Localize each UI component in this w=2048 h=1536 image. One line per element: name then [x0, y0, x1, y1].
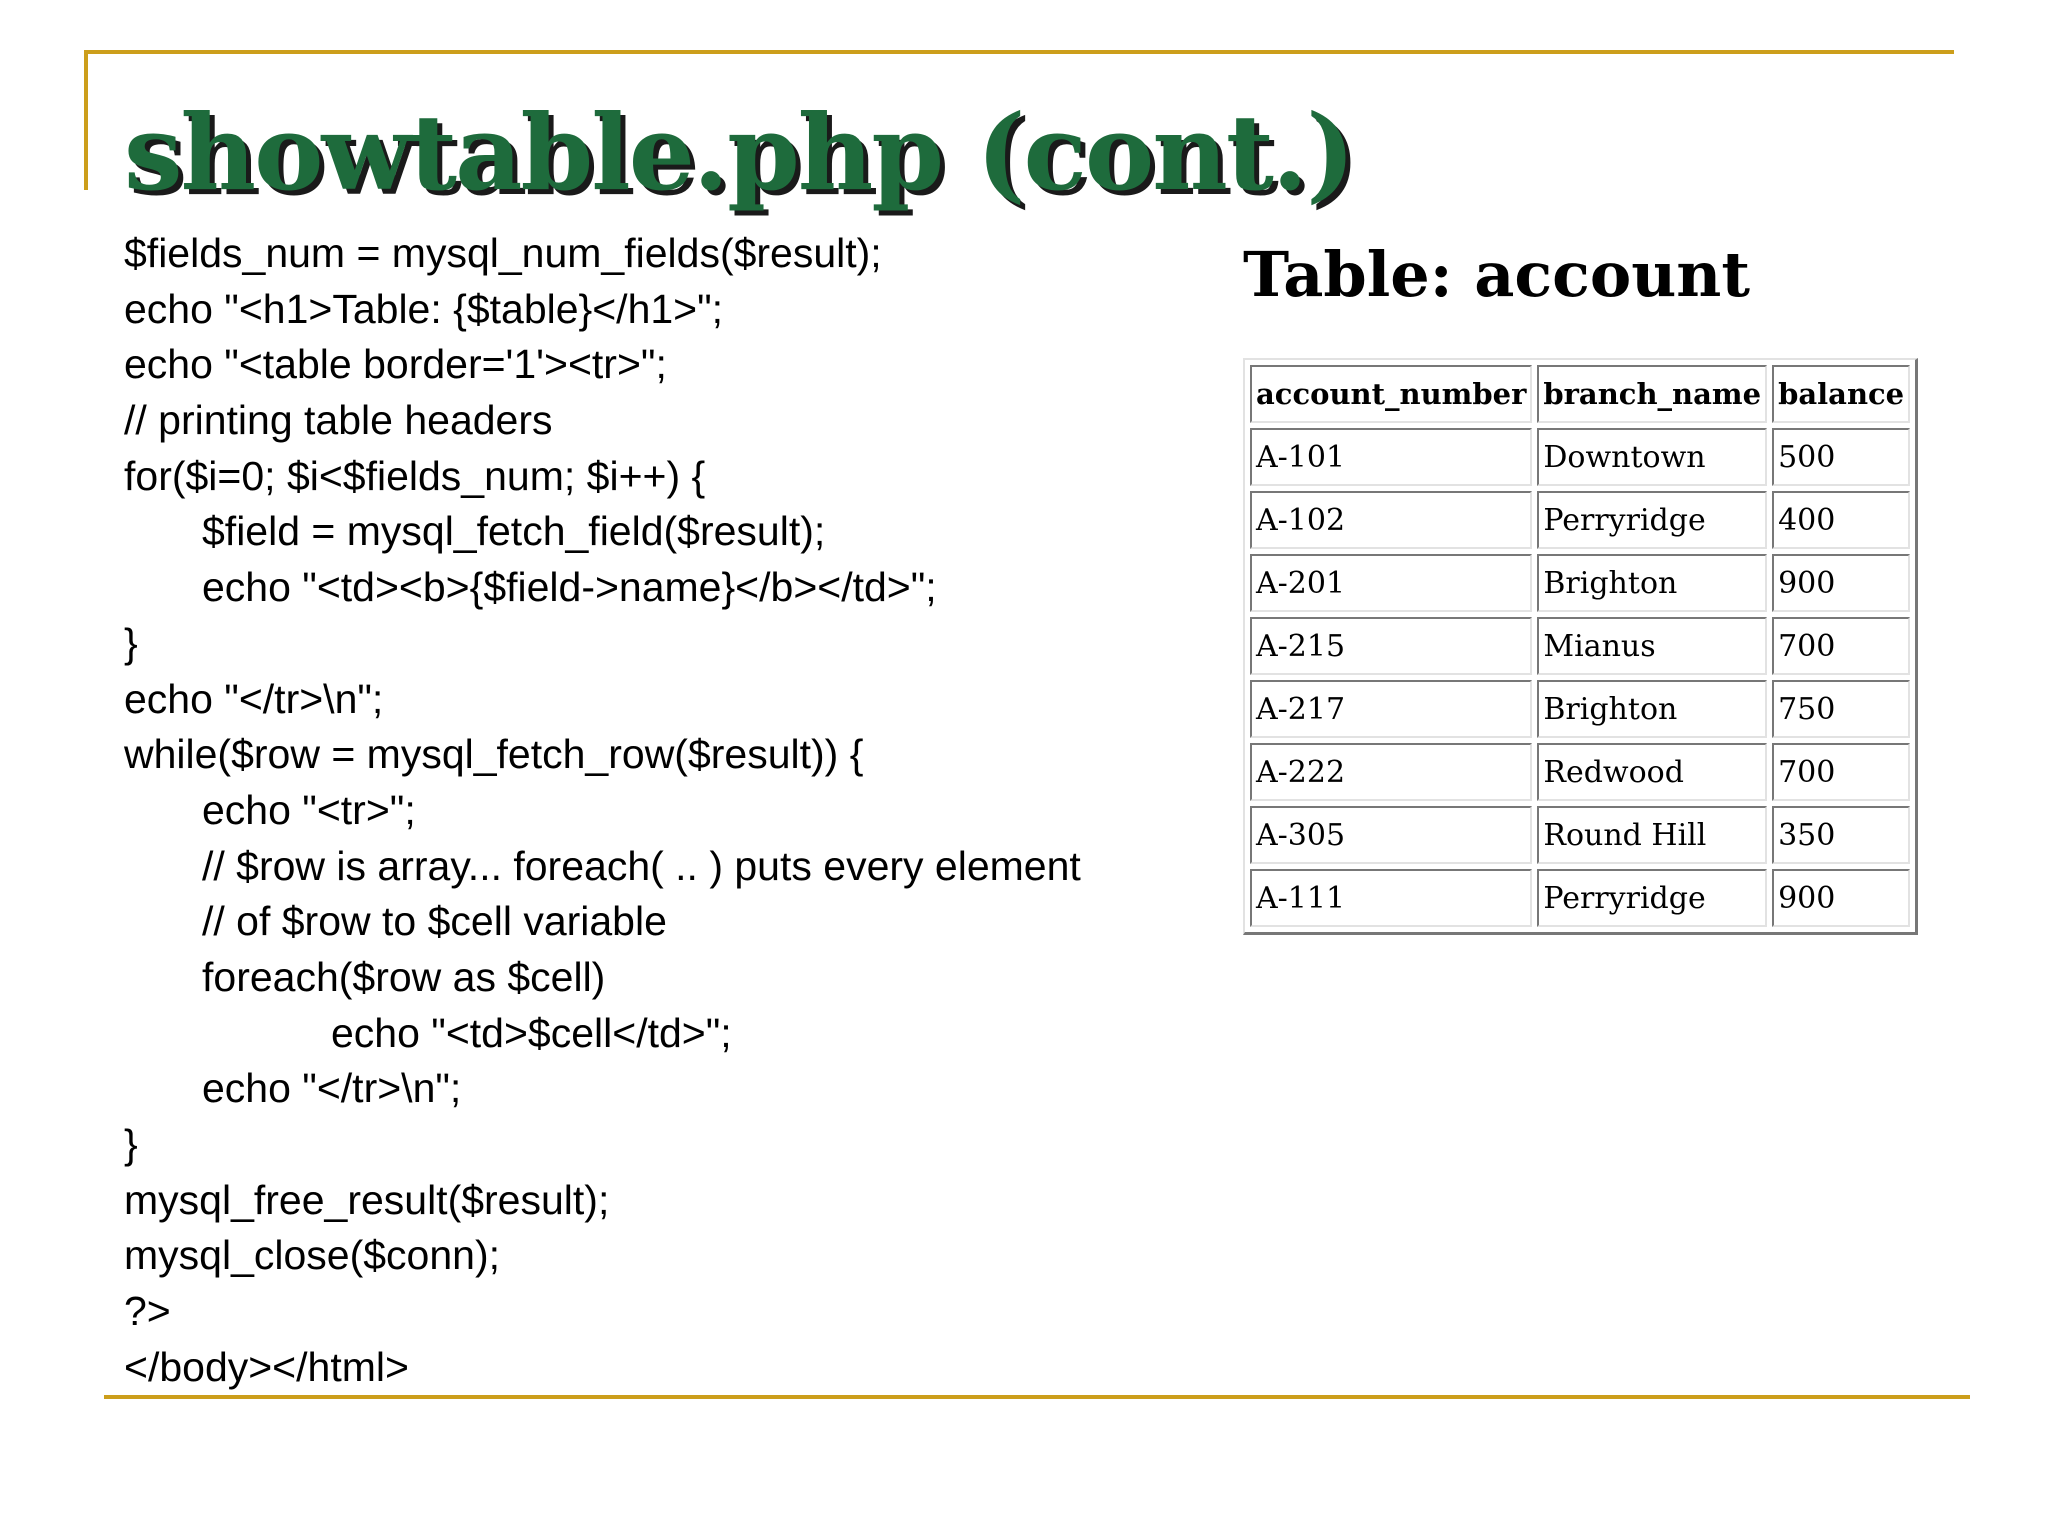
table-row — [1250, 743, 1910, 801]
code-line: // $row is array... foreach( .. ) puts every element — [202, 842, 1081, 889]
code-line: } — [124, 1121, 138, 1167]
code-line: // of $row to $cell variable — [202, 898, 667, 945]
column-header-balance: balance — [1772, 365, 1910, 423]
code-block — [124, 226, 1081, 1395]
balance-cell: 500 — [1772, 428, 1910, 486]
account-table — [1243, 358, 1918, 935]
branch-name-cell: Downtown — [1537, 428, 1767, 486]
top-rule — [84, 50, 1954, 54]
code-line: mysql_free_result($result); — [124, 1176, 610, 1223]
account-number-cell: A-111 — [1250, 869, 1532, 927]
branch-name-cell: Brighton — [1537, 554, 1767, 612]
code-line: echo "<table border='1'><tr>"; — [124, 341, 667, 388]
account-number-cell: A-101 — [1250, 428, 1532, 486]
code-line: $field = mysql_fetch_field($result); — [202, 508, 826, 555]
code-line: mysql_close($conn); — [124, 1232, 500, 1279]
code-line: } — [124, 619, 138, 666]
account-number-cell: A-217 — [1250, 680, 1532, 738]
code-line: $fields_num = mysql_num_fields($result); — [124, 230, 882, 276]
code-line: echo "<tr>"; — [202, 786, 416, 833]
column-header-branch-name: branch_name — [1537, 365, 1767, 423]
table-row — [1250, 680, 1910, 738]
code-line: while($row = mysql_fetch_row($result)) { — [124, 731, 864, 778]
branch-name-cell: Round Hill — [1537, 806, 1767, 864]
account-number-cell: A-222 — [1250, 743, 1532, 801]
table-row — [1250, 428, 1910, 486]
table-row — [1250, 491, 1910, 549]
table-row — [1250, 869, 1910, 927]
balance-cell: 350 — [1772, 806, 1910, 864]
balance-cell: 750 — [1772, 680, 1910, 738]
code-line: echo "<td><b>{$field->name}</b></td>"; — [202, 564, 937, 611]
column-header-account-number: account_number — [1250, 365, 1532, 423]
code-line: echo "<h1>Table: {$table}</h1>"; — [124, 285, 724, 332]
code-line: echo "<td>$cell</td>"; — [331, 1009, 732, 1056]
code-line: echo "</tr>\n"; — [202, 1065, 462, 1112]
table-row — [1250, 554, 1910, 612]
account-number-cell: A-201 — [1250, 554, 1532, 612]
result-heading: Table: account — [1243, 238, 1751, 311]
code-line: foreach($row as $cell) — [202, 953, 606, 1000]
table-row — [1250, 617, 1910, 675]
branch-name-cell: Redwood — [1537, 743, 1767, 801]
balance-cell: 900 — [1772, 869, 1910, 927]
branch-name-cell: Perryridge — [1537, 869, 1767, 927]
balance-cell: 700 — [1772, 743, 1910, 801]
left-rule — [84, 50, 88, 190]
balance-cell: 900 — [1772, 554, 1910, 612]
account-number-cell: A-305 — [1250, 806, 1532, 864]
balance-cell: 700 — [1772, 617, 1910, 675]
code-line: for($i=0; $i<$fields_num; $i++) { — [124, 452, 706, 499]
slide-title: showtable.php (cont.) — [124, 91, 1354, 214]
branch-name-cell: Mianus — [1537, 617, 1767, 675]
table-row — [1250, 806, 1910, 864]
bottom-rule — [104, 1395, 1970, 1399]
code-line: ?> — [124, 1288, 171, 1335]
code-line: // printing table headers — [124, 397, 553, 444]
branch-name-cell: Perryridge — [1537, 491, 1767, 549]
branch-name-cell: Brighton — [1537, 680, 1767, 738]
result-panel — [1243, 240, 1903, 935]
table-header-row — [1250, 365, 1910, 423]
balance-cell: 400 — [1772, 491, 1910, 549]
code-line: echo "</tr>\n"; — [124, 675, 384, 722]
account-number-cell: A-215 — [1250, 617, 1532, 675]
code-line: </body></html> — [124, 1343, 409, 1390]
account-number-cell: A-102 — [1250, 491, 1532, 549]
